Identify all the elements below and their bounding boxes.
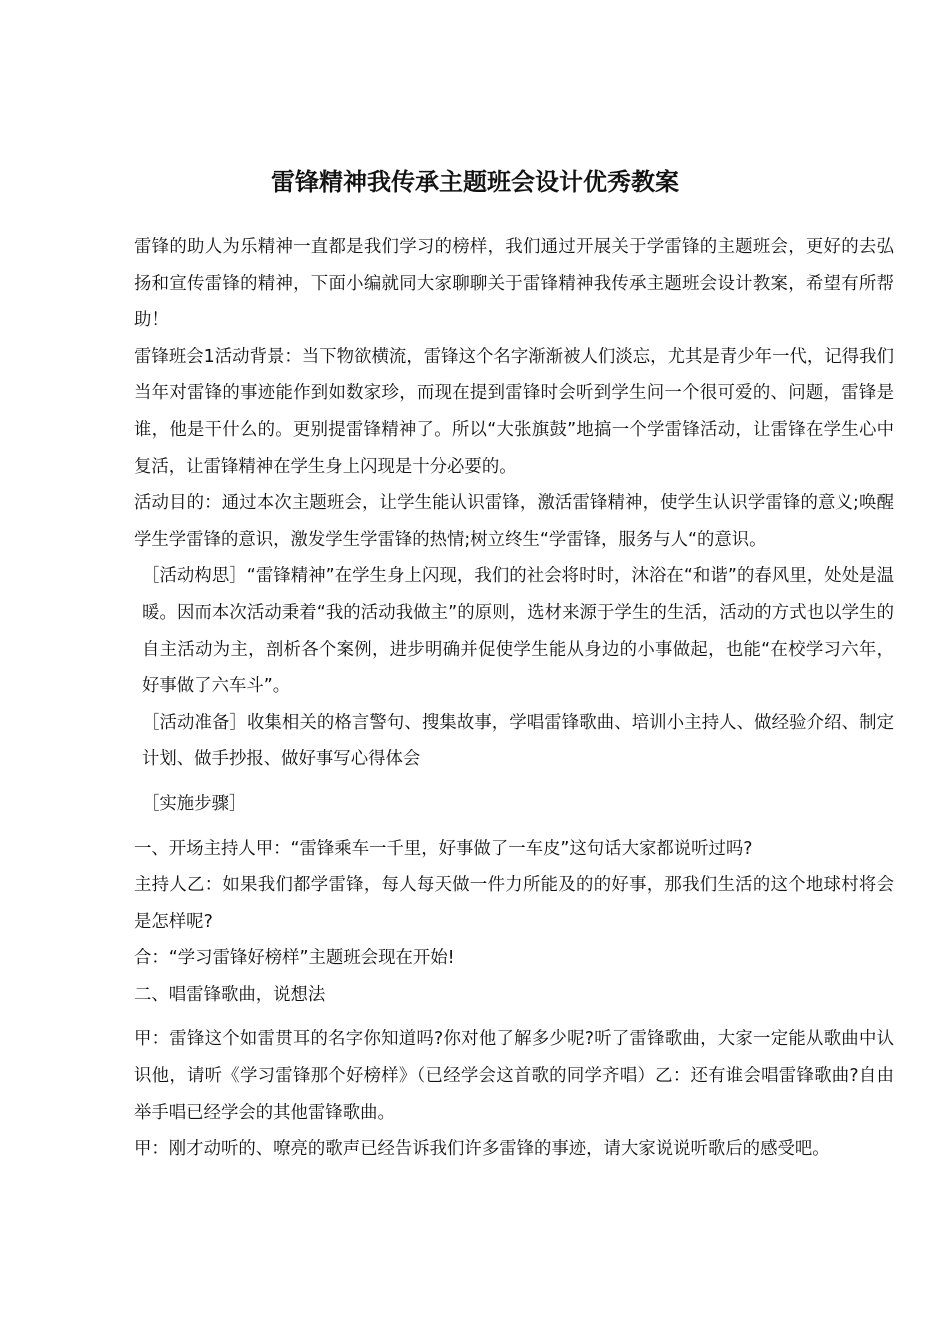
background-paragraph: 雷锋班会1活动背景：当下物欲横流，雷锋这个名字渐渐被人们淡忘，尤其是青少年一代，记得我们当年对雷锋的事迹能作到如数家珍，而现在提到雷锋时会听到学生问一个很可爱的、问题，雷锋是谁，他是干什么的。更别提雷锋精神了。所以“大张旗鼓”地搞一个学雷锋活动，让雷锋在学生心中复活，让雷锋精神在学生身上闪现是十分必要的。 [134, 346, 894, 477]
document-body [134, 229, 894, 1168]
document-title: 雷锋精神我传承主题班会设计优秀教案 [271, 168, 679, 197]
feeling-paragraph: 甲：刚才动听的、嘹亮的歌声已经告诉我们许多雷锋的事迹，请大家说说听歌后的感受吧。 [134, 1139, 830, 1160]
song-paragraph: 甲：雷锋这个如雷贯耳的名字你知道吗?你对他了解多少呢?听了雷锋歌曲，大家一定能从歌曲中认识他，请听《学习雷锋那个好榜样》（已经学会这首歌的同学齐唱）乙：还有谁会唱雷锋歌曲?自由举手唱已经学会的其他雷锋歌曲。 [134, 1029, 894, 1123]
concept-paragraph: ［活动构思］“雷锋精神”在学生身上闪现，我们的社会将时时，沐浴在“和谐”的春风里，处处是温暖。因而本次活动秉着“我的活动我做主”的原则，选材来源于学生的生活，活动的方式也以学生的自主活动为主，剖析各个案例，进步明确并促使学生能从身边的小事做起，也能“在校学习六年，好事做了六车斗”。 [142, 566, 894, 697]
intro-paragraph: 雷锋的助人为乐精神一直都是我们学习的榜样，我们通过开展关于学雷锋的主题班会，更好的去弘扬和宣传雷锋的精神，下面小编就同大家聊聊关于雷锋精神我传承主题班会设计教案，希望有所帮助！ [134, 237, 894, 331]
goal-paragraph: 活动目的：通过本次主题班会，让学生能认识雷锋，激活雷锋精神，使学生认识学雷锋的意义;唤醒学生学雷锋的意识，激发学生学雷锋的热情;树立终生“学雷锋，服务与人“的意识。 [134, 493, 894, 550]
together-paragraph: 合：“学习雷锋好榜样”主题班会现在开始! [134, 948, 455, 969]
step-one-paragraph: 一、开场主持人甲：“雷锋乘车一千里，好事做了一车皮”这句话大家都说听过吗? [134, 838, 753, 859]
host-b-paragraph: 主持人乙：如果我们都学雷锋，每人每天做一件力所能及的的好事，那我们生活的这个地球村将会是怎样呢? [134, 875, 894, 932]
step-two-heading: 二、唱雷锋歌曲，说想法 [134, 984, 326, 1005]
steps-heading: ［实施步骤］ [142, 793, 247, 814]
preparation-paragraph: ［活动准备］收集相关的格言警句、搜集故事，学唱雷锋歌曲、培训小主持人、做经验介绍、制定计划、做手抄报、做好事写心得体会 [142, 712, 894, 770]
